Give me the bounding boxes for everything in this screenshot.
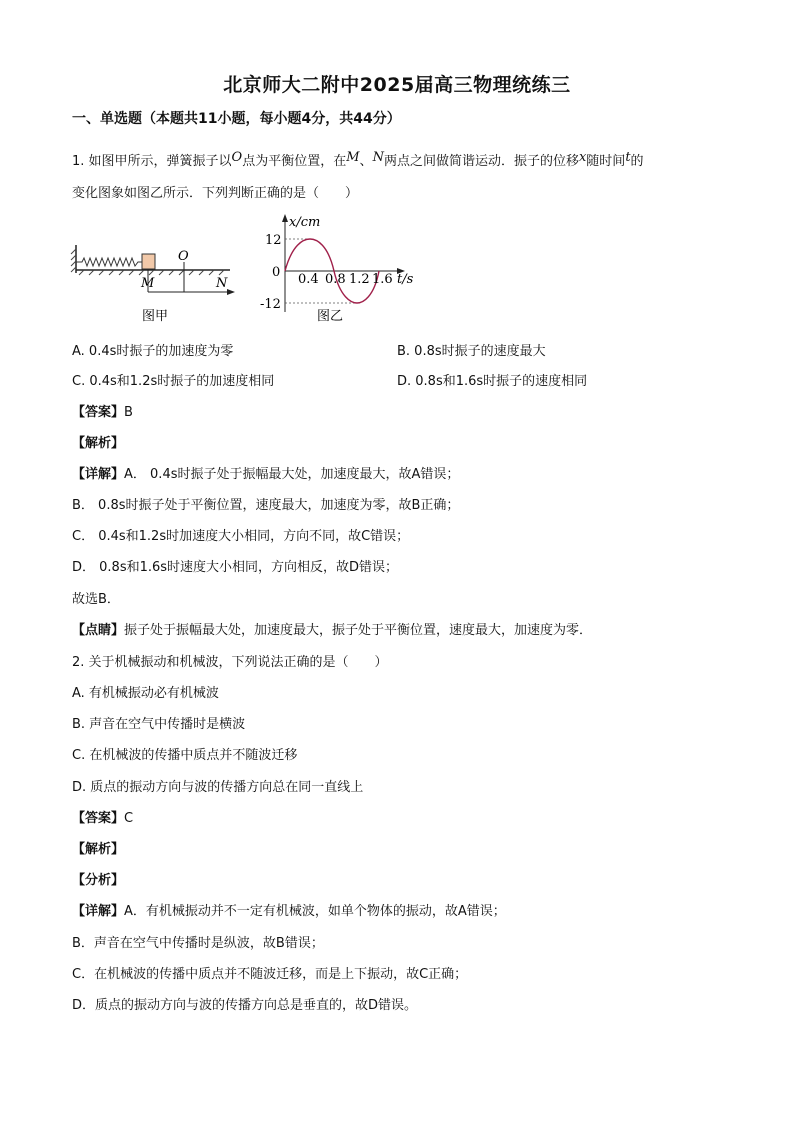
q1-stem-c: 、: [359, 154, 373, 169]
label-n: N: [216, 276, 228, 291]
x-tick-0.4: 0.4: [298, 272, 319, 287]
label-o: O: [178, 249, 189, 264]
y-tick-m12: -12: [260, 297, 281, 312]
q2-option-b: B. 声音在空气中传播时是横波: [72, 717, 246, 732]
caption-yi: 图乙: [317, 309, 344, 324]
figure-yi: [255, 208, 425, 326]
x-tick-1.2: 1.2: [349, 272, 370, 287]
detail-a-text: A． 0.4s时振子处于振幅最大处，加速度最大，故A错误；: [124, 467, 460, 482]
figure-jia: [70, 240, 245, 325]
q1-var-t: t: [625, 150, 631, 165]
detail-a-text: A．有机械振动并不一定有机械波，如单个物体的振动，故A错误；: [124, 904, 506, 919]
q1-var-o: O: [231, 150, 243, 165]
q2-detail-a: [72, 900, 506, 919]
q2-option-a: A. 有机械振动必有机械波: [72, 686, 219, 701]
q2-stem: 2. 关于机械振动和机械波，下列说法正确的是（ ）: [72, 655, 388, 670]
x-tick-0.8: 0.8: [325, 272, 346, 287]
tip-tag: 【点睛】: [72, 623, 125, 638]
detail-tag: 【详解】: [72, 904, 125, 919]
x-axis-label: t/s: [397, 272, 414, 287]
answer-tag: 【答案】: [72, 405, 125, 420]
label-m: M: [141, 276, 155, 291]
q1-var-x: x: [578, 150, 587, 165]
q1-stem-b: 点为平衡位置，在: [242, 154, 347, 169]
q1-tip: [72, 619, 592, 638]
answer-tag: 【答案】: [72, 811, 125, 826]
y-arrow: [282, 214, 288, 222]
q1-var-m: M: [346, 150, 360, 165]
tip-text: 振子处于振幅最大处，加速度最大，振子处于平衡位置，速度最大，加速度为零．: [124, 623, 593, 638]
q1-option-a: A. 0.4s时振子的加速度为零: [72, 344, 234, 359]
q1-stem-line2: 变化图象如图乙所示．下列判断正确的是（ ）: [72, 186, 359, 201]
q2-detail-b: B．声音在空气中传播时是纵波，故B错误；: [72, 936, 324, 951]
q2-detail-c: C．在机械波的传播中质点并不随波迁移，而是上下振动，故C正确；: [72, 967, 468, 982]
caption-jia: 图甲: [142, 309, 169, 324]
spring: [76, 258, 142, 266]
q1-option-b: B. 0.8s时振子的速度最大: [397, 344, 546, 359]
q1-var-n: N: [372, 150, 384, 165]
q1-detail-b: B． 0.8s时振子处于平衡位置，速度最大，加速度为零，故B正确；: [72, 498, 460, 513]
y-axis-label: x/cm: [289, 215, 321, 230]
answer-value: C: [124, 811, 134, 826]
q1-stem-d: 两点之间做简谐运动．振子的位移: [383, 154, 579, 169]
q1-analysis-tag: 【解析】: [72, 436, 125, 451]
oscillator-block: [142, 254, 155, 269]
detail-tag: 【详解】: [72, 467, 125, 482]
q1-option-c: C. 0.4s和1.2s时振子的加速度相同: [72, 374, 275, 389]
q1-option-d: D. 0.8s和1.6s时振子的速度相同: [397, 374, 588, 389]
q1-stem-e: 随时间: [586, 154, 626, 169]
arrow-head: [227, 289, 235, 295]
q2-option-c: C. 在机械波的传播中质点并不随波迁移: [72, 748, 298, 763]
q1-stem-f: 的: [630, 154, 644, 169]
q1-detail-d: D． 0.8s和1.6s时速度大小相同，方向相反，故D错误；: [72, 560, 399, 575]
q2-detail-d: D．质点的振动方向与波的传播方向总是垂直的，故D错误。: [72, 998, 418, 1013]
answer-value: B: [124, 405, 133, 420]
q1-stem-a: 1. 如图甲所示，弹簧振子以: [72, 154, 232, 169]
q1-stem-line1: [72, 150, 644, 169]
q2-fenxi-tag: 【分析】: [72, 873, 125, 888]
x-tick-1.6: 1.6: [372, 272, 393, 287]
q1-choose: 故选B．: [72, 592, 120, 607]
q1-answer: [72, 401, 133, 420]
y-tick-0: 0: [272, 265, 281, 280]
q2-analysis-tag: 【解析】: [72, 842, 125, 857]
q2-option-d: D. 质点的振动方向与波的传播方向总在同一直线上: [72, 780, 364, 795]
q1-detail-a: [72, 463, 459, 482]
y-tick-12: 12: [265, 233, 282, 248]
q1-detail-c: C． 0.4s和1.2s时加速度大小相同，方向不同，故C错误；: [72, 529, 410, 544]
page-title: 北京师大二附中2025届高三物理统练三: [223, 74, 571, 96]
section-heading: 一、单选题（本题共11小题，每小题4分，共44分）: [72, 111, 401, 127]
q2-answer: [72, 807, 133, 826]
